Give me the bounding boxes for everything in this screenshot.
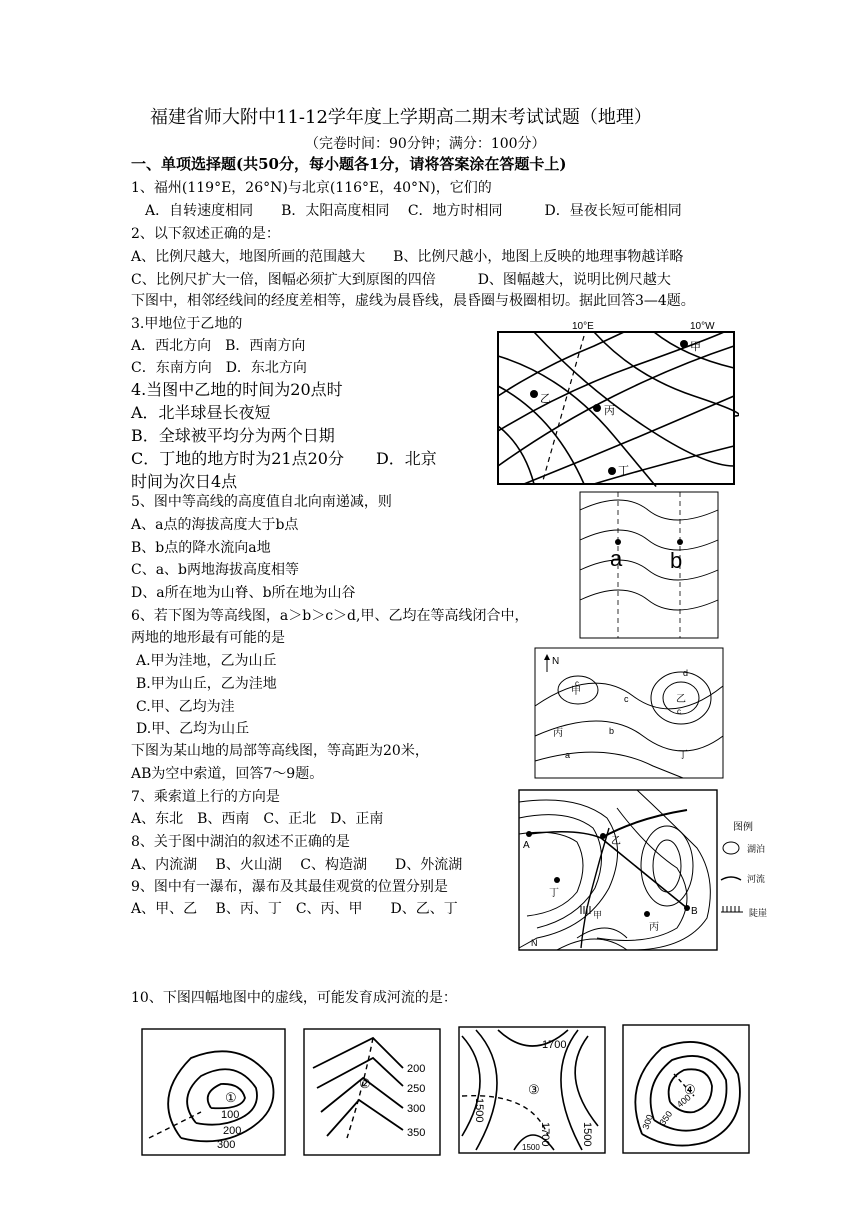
q7-stem: 7、乘索道上行的方向是	[131, 789, 280, 805]
map2-contour-250: 250	[407, 1083, 426, 1095]
q10-stem: 10、下图四幅地图中的虚线，可能发育成河流的是：	[131, 990, 457, 1006]
contour-label-b: b	[609, 726, 615, 736]
contour-label-c: c	[624, 694, 629, 704]
map3-contour-1700-bottom: 1700	[539, 1122, 551, 1147]
q1-stem: 1、福州(119°E，26°N)与北京(116°E，40°N)，它们的	[131, 180, 492, 196]
q5-option-d: D、a所在地为山脊、b所在地为山谷	[131, 585, 356, 601]
legend-river: 河流	[747, 874, 766, 884]
point-bing-label: 丙	[604, 405, 615, 417]
q34-intro: 下图中，相邻经线间的经度差相等，虚线为晨昏线，晨昏圈与极圈相切。据此回答3—4题。	[131, 293, 695, 309]
point-yi-label: 乙	[611, 836, 621, 847]
q4-option-a: A．北半球昼长夜短	[131, 403, 271, 422]
graticule-map	[494, 316, 739, 492]
point-ding-label: 丁	[549, 888, 559, 899]
map3-contour-1500-left: 1500	[473, 1098, 485, 1123]
contour-label-c-yi: c	[677, 707, 681, 716]
q5-option-b: B、b点的降水流向a地	[131, 540, 271, 556]
section-heading: 一、单项选择题(共50分，每小题各1分，请将答案涂在答题卡上)	[131, 155, 567, 173]
q3-stem: 3.甲地位于乙地的	[131, 316, 243, 332]
q6-option-b: B.甲为山丘，乙为洼地	[136, 676, 277, 692]
point-bing-label: 丙	[649, 922, 659, 933]
lon-label-10w: 10°W	[690, 321, 715, 332]
q2-stem: 2、以下叙述正确的是：	[131, 226, 280, 242]
map2-contour-350: 350	[407, 1127, 426, 1139]
q6-stem-cont: 两地的地形最有可能的是	[131, 630, 285, 646]
page-title: 福建省师大附中11-12学年度上学期高二期末考试试题（地理）	[150, 107, 652, 128]
q2-options-cd: C、比例尺扩大一倍，图幅必须扩大到原图的四倍 D、图幅越大，说明比例尺越大	[131, 272, 671, 288]
river-legend-icon	[721, 877, 741, 880]
q4-option-b: B．全球被平均分为两个日期	[131, 426, 335, 445]
lake-legend-icon	[723, 842, 739, 854]
contour-map-q5	[578, 490, 720, 640]
map4-circle-label: ④	[684, 1082, 696, 1097]
contour-map-q79	[517, 788, 785, 954]
contour-label-d: d	[683, 668, 689, 678]
contour-label-a: a	[565, 750, 571, 760]
q8-options: A、内流湖 B、火山湖 C、构造湖 D、外流湖	[131, 857, 463, 873]
point-yi-label: 乙	[540, 393, 551, 405]
legend-lake: 湖泊	[747, 844, 766, 854]
q1-options: A．自转速度相同 B．太阳高度相同 C．地方时相同 D．昼夜长短可能相同	[145, 203, 682, 219]
point-b-label: b	[670, 548, 683, 573]
label-bing: 丙	[553, 728, 563, 739]
map4-contour-400: 400	[674, 1092, 693, 1110]
contour-map-q10-3	[458, 1026, 606, 1154]
q3-options-cd: C．东南方向 D．东北方向	[131, 360, 307, 376]
map2-contour-300: 300	[407, 1103, 426, 1115]
q9-stem: 9、图中有一瀑布，瀑布及其最佳观赏的位置分别是	[131, 879, 448, 895]
q4-stem: 4.当图中乙地的时间为20点时	[131, 380, 343, 399]
q79-intro-line2: AB为空中索道，回答7～9题。	[131, 766, 324, 782]
q6-stem: 6、若下图为等高线图，a＞b＞c＞d,甲、乙均在等高线闭合中，	[131, 608, 529, 624]
point-jia-label: 甲	[690, 341, 701, 353]
label-yi: 乙	[676, 694, 686, 705]
q4-option-c: C．丁地的地方时为21点20分 D．北京	[131, 449, 437, 468]
map1-contour-200: 200	[223, 1125, 242, 1137]
q9-options: A、甲、乙 B、丙、丁 C、丙、甲 D、乙、丁	[131, 901, 458, 917]
map3-contour-1500-small: 1500	[522, 1143, 540, 1152]
map3-contour-1500-right: 1500	[581, 1122, 593, 1147]
map4-contour-350: 350	[657, 1109, 675, 1128]
map2-circle-label: ②	[359, 1076, 371, 1091]
north-label: N	[531, 938, 538, 948]
exam-subtitle: （完卷时间：90分钟；满分：100分）	[305, 136, 546, 152]
q5-option-c: C、a、b两地海拔高度相等	[131, 562, 300, 578]
label-jia: 甲	[571, 686, 581, 697]
legend-cliff: 陡崖	[749, 908, 768, 918]
q5-option-a: A、a点的海拔高度大于b点	[131, 517, 299, 533]
q6-option-d: D.甲、乙均为山丘	[136, 721, 250, 737]
q7-options: A、东北 B、西南 C、正北 D、正南	[131, 811, 384, 827]
legend-title: 图例	[733, 822, 753, 833]
cliff-legend-icon	[721, 906, 743, 912]
lon-label-10e: 10°E	[572, 321, 594, 332]
point-ding-label: 丁	[618, 465, 629, 477]
map1-contour-100: 100	[221, 1109, 240, 1121]
point-b-label: B	[691, 906, 698, 917]
north-arrow-label: N	[552, 656, 560, 667]
q5-stem: 5、图中等高线的高度值自北向南递减，则	[131, 494, 392, 510]
map4-contour-300: 300	[640, 1113, 656, 1131]
q6-option-c: C.甲、乙均为洼	[136, 699, 235, 715]
label-ding: 丁	[678, 750, 688, 761]
contour-label-c-jia: c	[575, 679, 579, 688]
map3-circle-label: ③	[528, 1082, 540, 1097]
map2-contour-200: 200	[407, 1063, 426, 1075]
contour-map-q10-1	[141, 1028, 286, 1156]
contour-map-q10-2	[303, 1028, 441, 1156]
q79-intro-line1: 下图为某山地的局部等高线图，等高距为20米，	[131, 743, 429, 759]
map1-circle-label: ①	[225, 1090, 237, 1105]
map3-contour-1700-top: 1700	[542, 1039, 567, 1051]
contour-map-q10-4	[622, 1024, 750, 1154]
q6-option-a: A.甲为洼地，乙为山丘	[136, 653, 277, 669]
contour-map-q6	[533, 646, 725, 780]
point-a-label: a	[610, 546, 623, 571]
q3-options-ab: A．西北方向 B．西南方向	[131, 338, 306, 354]
point-a-label: A	[523, 840, 530, 851]
q8-stem: 8、关于图中湖泊的叙述不正确的是	[131, 834, 350, 850]
map1-contour-300: 300	[217, 1139, 236, 1151]
q2-options-ab: A、比例尺越大，地图所画的范围越大 B、比例尺越小，地图上反映的地理事物越详略	[131, 249, 684, 265]
q4-option-c-cont: 时间为次日4点	[131, 472, 238, 491]
point-jia-label: 甲	[593, 910, 603, 920]
